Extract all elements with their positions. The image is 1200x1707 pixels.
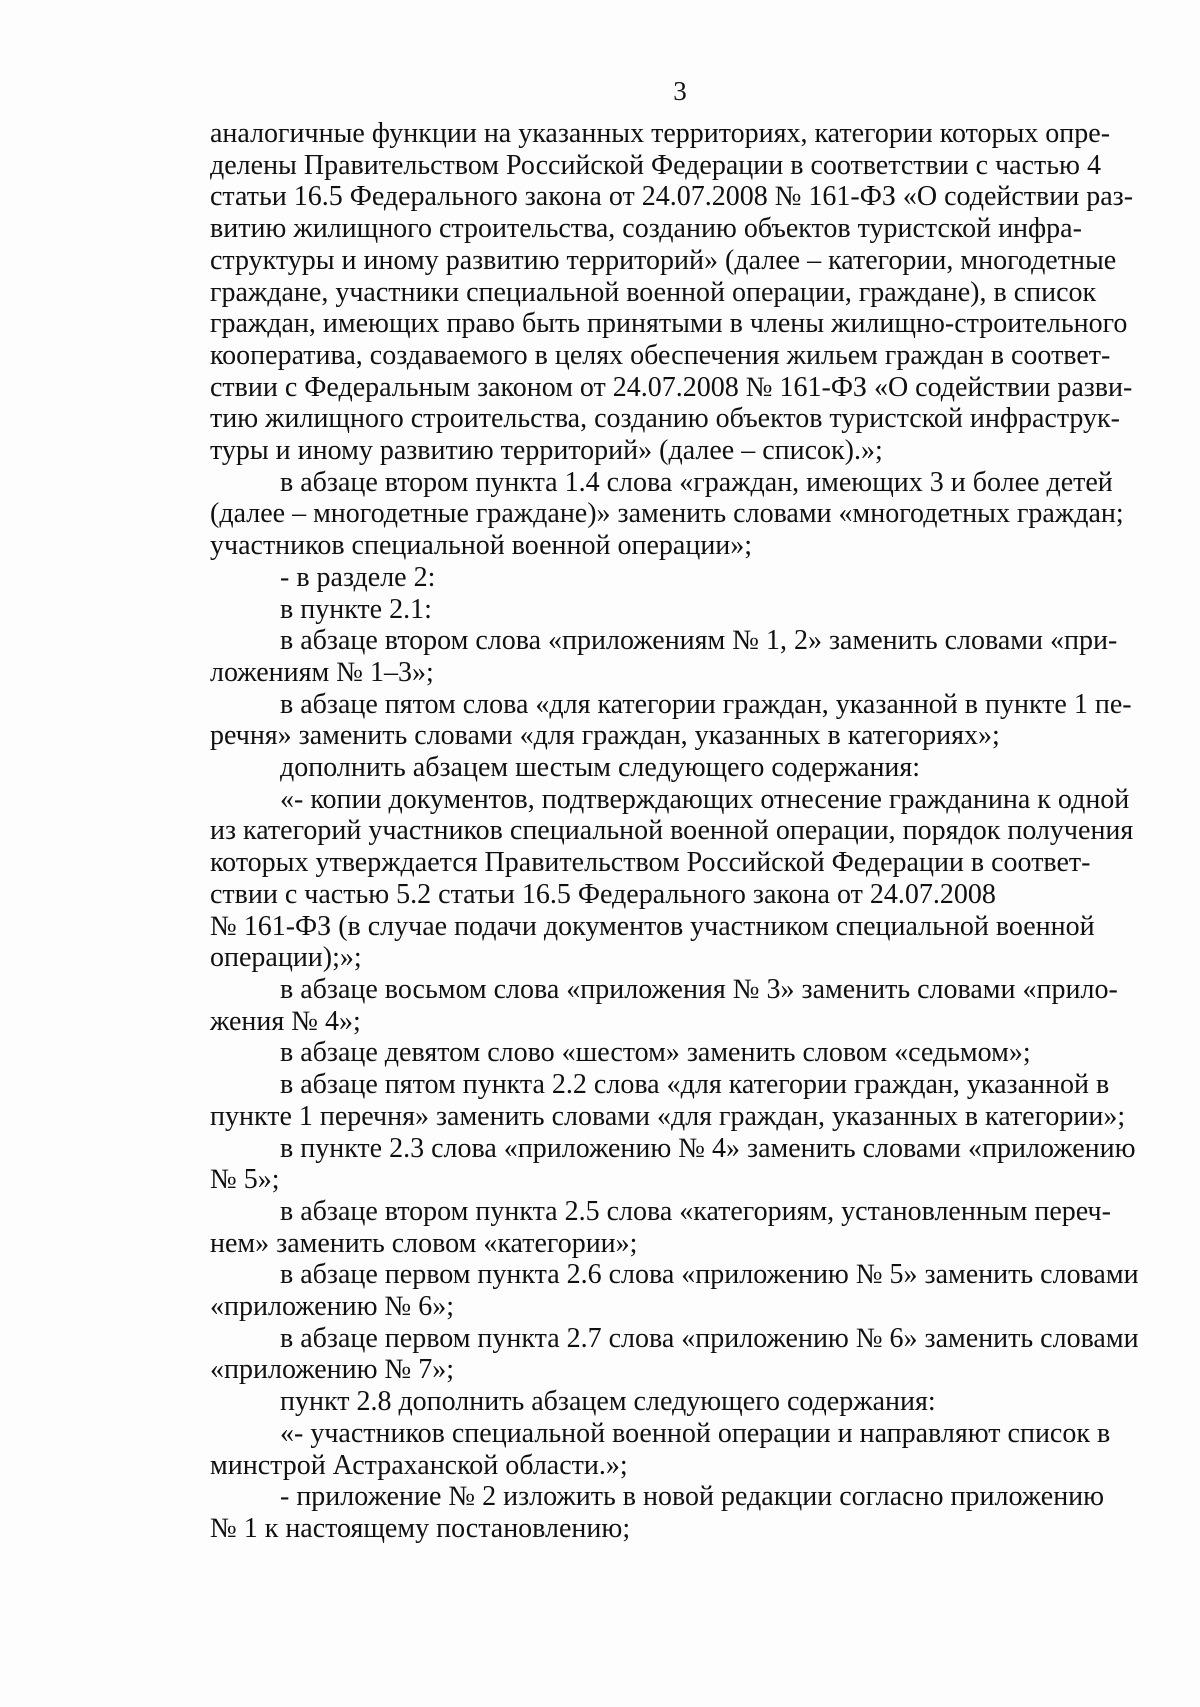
paragraph: «- участников специальной военной операции и направляют список в минстрой Астраханской области.»; bbox=[210, 1417, 1111, 1481]
paragraph: пункт 2.8 дополнить абзацем следующего содержания: bbox=[280, 1386, 936, 1418]
paragraph: в абзаце втором пункта 2.5 слова «категориям, установленным переч- нем» заменить словом «категории»; bbox=[210, 1195, 1111, 1259]
paragraph-continuation: аналогичные функции на указанных территориях, категории которых опре- делены Правительством Российской Федерации в соответствии с частью 4 статьи 16.5 Федерального закона от 24.07.2008 № 161-ФЗ «О содействии раз- витию жилищного строительства, созданию объектов туристской инфра- структуры и иному развитию территорий» (далее – категории, многодетные граждане, участники специальной военной операции, граждане), в список граждан, имеющих право быть принятыми в члены жилищно-строительного кооператива, создаваемого в целях обеспечения жильем граждан в соответ- ствии с Федеральным законом от 24.07.2008 № 161-ФЗ «О содействии разви- тию жилищного строительства, созданию объектов туристской инфраструк- туры и иному развитию территорий» (далее – список).»; bbox=[210, 118, 1134, 467]
paragraph: «- копии документов, подтверждающих отнесение гражданина к одной из категорий участников специальной военной операции, порядок получения которых утверждается Правительством Российской Федерации в соответ- ствии с частью 5.2 статьи 16.5 Федерального закона от 24.07.2008 № 161-ФЗ (в случае подачи документов участником специальной военной операции);»; bbox=[210, 783, 1134, 974]
paragraph: в абзаце пятом слова «для категории граждан, указанной в пункте 1 пе- речня» заменить словами «для граждан, указанных в категориях»; bbox=[210, 688, 1132, 752]
paragraph: в пункте 2.3 слова «приложению № 4» заменить словами «приложению № 5»; bbox=[210, 1132, 1136, 1196]
document-body bbox=[210, 118, 1150, 1545]
page-number: 3 bbox=[673, 76, 687, 106]
paragraph: в абзаце первом пункта 2.7 слова «приложению № 6» заменить словами «приложению № 7»; bbox=[210, 1322, 1139, 1386]
paragraph: дополнить абзацем шестым следующего содержания: bbox=[280, 752, 921, 784]
paragraph: в абзаце втором пункта 1.4 слова «граждан, имеющих 3 и более детей (далее – многодетные граждане)» заменить словами «многодетных граждан; участников специальной военной операции»; bbox=[210, 466, 1124, 562]
paragraph: в абзаце восьмом слова «приложения № 3» заменить словами «прило- жения № 4»; bbox=[210, 973, 1118, 1037]
paragraph: в абзаце первом пункта 2.6 слова «приложению № 5» заменить словами «приложению № 6»; bbox=[210, 1259, 1139, 1323]
paragraph: - приложение № 2 изложить в новой редакции согласно приложению № 1 к настоящему постановлению; bbox=[210, 1481, 1105, 1544]
paragraph: в абзаце девятом слово «шестом» заменить словом «седьмом»; bbox=[280, 1037, 1031, 1069]
paragraph: в абзаце втором слова «приложениям № 1, 2» заменить словами «при- ложениям № 1–3»; bbox=[210, 625, 1118, 688]
paragraph: в абзаце пятом пункта 2.2 слова «для категории граждан, указанной в пункте 1 перечня» заменить словами «для граждан, указанных в категории»; bbox=[210, 1069, 1126, 1132]
paragraph: - в разделе 2: bbox=[280, 561, 436, 593]
paragraph: в пункте 2.1: bbox=[280, 593, 432, 625]
